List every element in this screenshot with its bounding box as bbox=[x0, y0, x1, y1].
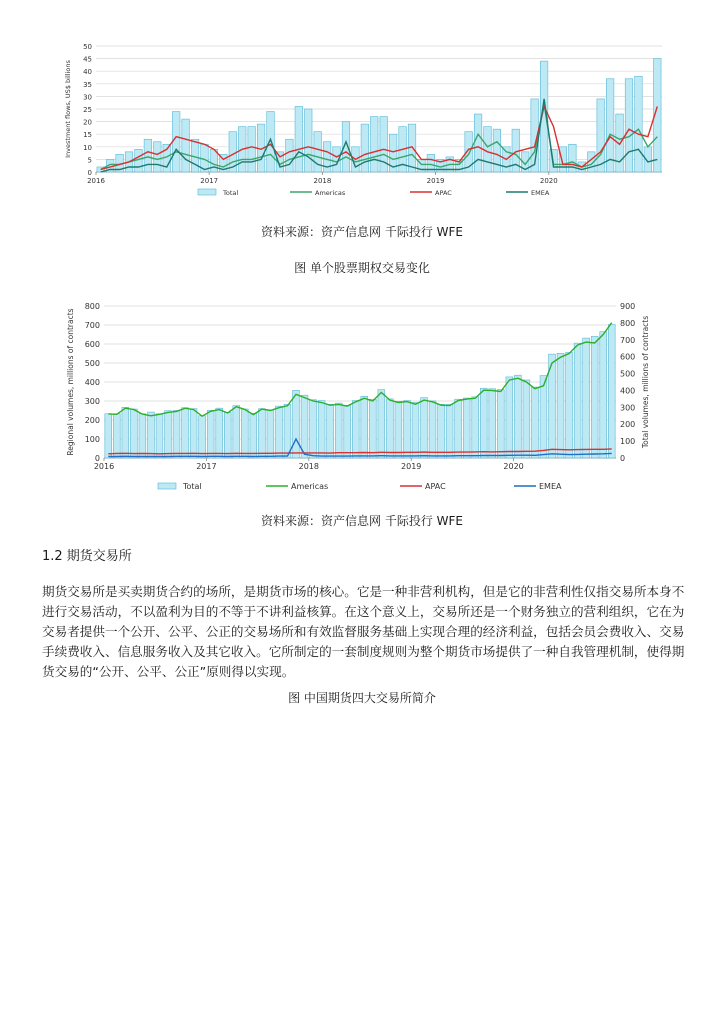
total-bar bbox=[267, 410, 274, 458]
total-bar bbox=[148, 412, 155, 458]
y-tick-label: 700 bbox=[84, 321, 100, 330]
y2-tick-label: 700 bbox=[620, 335, 636, 345]
y-axis-title: Investment flows, US$ billions bbox=[64, 60, 72, 158]
y2-tick-label: 0 bbox=[620, 454, 626, 463]
x-tick-label: 2020 bbox=[503, 462, 524, 471]
total-bar bbox=[395, 401, 402, 458]
total-bar bbox=[156, 414, 163, 458]
total-bar bbox=[557, 353, 564, 458]
legend-label: EMEA bbox=[539, 482, 562, 491]
total-bar bbox=[248, 127, 256, 172]
y-tick-label: 800 bbox=[84, 302, 100, 311]
total-bar bbox=[540, 376, 547, 458]
legend-label: APAC bbox=[435, 189, 452, 197]
total-bar bbox=[600, 332, 607, 458]
y2-tick-label: 300 bbox=[620, 403, 636, 413]
total-bar bbox=[276, 406, 283, 458]
y-tick-label: 200 bbox=[84, 416, 100, 425]
y-tick-label: 20 bbox=[83, 118, 92, 127]
y-tick-label: 0 bbox=[94, 454, 100, 463]
total-bar bbox=[327, 404, 334, 458]
total-bar bbox=[216, 408, 223, 458]
legend-label: EMEA bbox=[531, 189, 550, 197]
total-bar bbox=[606, 79, 614, 172]
total-bar bbox=[421, 398, 428, 458]
total-bar bbox=[139, 414, 146, 458]
total-bar bbox=[241, 409, 248, 458]
section-heading: 1.2 期货交易所 bbox=[42, 549, 132, 564]
investment-flows-chart bbox=[62, 40, 668, 202]
total-bar bbox=[295, 106, 303, 172]
legend-label: Total bbox=[223, 189, 239, 197]
chart2-source-note: 资料来源：资产信息网 千际投行 WFE bbox=[261, 514, 463, 528]
total-bar bbox=[625, 79, 633, 172]
total-bar bbox=[361, 396, 368, 458]
total-bar bbox=[304, 109, 312, 172]
total-bar bbox=[369, 399, 376, 458]
y2-tick-label: 800 bbox=[620, 318, 636, 328]
total-bar bbox=[199, 416, 206, 458]
total-bar bbox=[472, 397, 479, 458]
y-tick-label: 400 bbox=[84, 378, 100, 387]
x-tick-label: 2018 bbox=[298, 462, 319, 471]
total-bar bbox=[484, 127, 492, 172]
total-bar bbox=[250, 413, 257, 458]
figure-caption-exchanges: 图 中国期货四大交易所简介 bbox=[288, 691, 436, 705]
x-tick-label: 2017 bbox=[200, 177, 219, 185]
total-bar bbox=[122, 407, 129, 458]
total-bar bbox=[574, 343, 581, 458]
legend-swatch-total bbox=[198, 189, 216, 195]
y-tick-label: 300 bbox=[84, 397, 100, 406]
total-bar bbox=[173, 410, 180, 458]
total-bar bbox=[371, 117, 379, 172]
total-bar bbox=[130, 409, 137, 458]
y-tick-label: 600 bbox=[84, 340, 100, 349]
total-bar bbox=[172, 112, 180, 172]
x-tick-label: 2020 bbox=[539, 177, 558, 185]
y-tick-label: 500 bbox=[84, 359, 100, 368]
total-bar bbox=[532, 387, 539, 458]
legend-label: APAC bbox=[425, 482, 446, 491]
total-bar bbox=[378, 390, 385, 458]
y2-tick-label: 500 bbox=[620, 369, 636, 379]
y2-axis-title: Total volumes, millions of contracts bbox=[641, 315, 650, 449]
legend-swatch-total bbox=[158, 483, 176, 489]
total-bar bbox=[318, 401, 325, 458]
total-bar bbox=[404, 401, 411, 458]
y-axis-title: Regional volumes, millions of contracts bbox=[66, 308, 75, 456]
total-bar bbox=[335, 403, 342, 458]
total-bar bbox=[463, 398, 470, 458]
total-bar bbox=[635, 76, 643, 172]
total-bar bbox=[267, 112, 275, 172]
total-bar bbox=[559, 147, 567, 172]
total-bar bbox=[583, 338, 590, 458]
total-bar bbox=[352, 401, 359, 458]
total-bar bbox=[591, 336, 598, 458]
y2-tick-label: 400 bbox=[620, 386, 636, 396]
y-tick-label: 40 bbox=[83, 68, 92, 77]
x-tick-label: 2019 bbox=[426, 177, 445, 185]
total-bar bbox=[386, 399, 393, 458]
total-bar bbox=[608, 325, 615, 458]
total-bar bbox=[429, 401, 436, 458]
legend-label: Total bbox=[183, 482, 202, 491]
x-tick-label: 2017 bbox=[196, 462, 217, 471]
figure-caption-options: 图 单个股票期权交易变化 bbox=[294, 261, 430, 275]
total-bar bbox=[566, 352, 573, 458]
chart1-source-note: 资料来源：资产信息网 千际投行 WFE bbox=[261, 225, 463, 239]
total-bar bbox=[207, 410, 214, 458]
total-bar bbox=[182, 408, 189, 458]
total-bar bbox=[455, 399, 462, 458]
total-bar bbox=[361, 124, 369, 172]
total-bar bbox=[344, 405, 351, 458]
y-tick-label: 30 bbox=[83, 93, 92, 102]
total-bar bbox=[412, 403, 419, 458]
total-bar bbox=[446, 404, 453, 458]
total-bar bbox=[310, 400, 317, 458]
y2-tick-label: 100 bbox=[620, 437, 636, 447]
y-tick-label: 0 bbox=[87, 169, 92, 177]
y-tick-label: 15 bbox=[83, 131, 92, 140]
y-tick-label: 10 bbox=[83, 143, 92, 152]
y-tick-label: 45 bbox=[83, 55, 92, 64]
total-bar bbox=[224, 412, 231, 458]
total-bar bbox=[480, 388, 487, 458]
y-tick-label: 5 bbox=[87, 156, 92, 165]
y-tick-label: 50 bbox=[83, 43, 92, 51]
total-bar bbox=[497, 390, 504, 458]
total-bar bbox=[314, 132, 322, 172]
total-bar bbox=[597, 99, 605, 172]
legend-label: Americas bbox=[291, 482, 329, 491]
section-paragraph: 期货交易所是买卖期货合约的场所，是期货市场的核心。它是一种非营利机构，但是它的非营利性仅指交易所本身不进行交易活动，不以盈利为目的不等于不讲利益核算。在这个意义上，交易所还是一个财务独立的营利组织，它在为交易者提供一个公开、公平、公正的交易场所和有效监督服务基础上实现合理的经济利益，包括会员会费收入、交易手续费收入、信息服务收入及其它收入。它所制定的一套制度规则为整个期货市场提供了一种自我管理机制，使得期货交易的“公开、公平、公正”原则得以实现。 bbox=[42, 584, 685, 679]
total-bar bbox=[286, 139, 294, 172]
x-tick-label: 2018 bbox=[313, 177, 332, 185]
total-bar bbox=[190, 409, 197, 458]
total-bar bbox=[293, 390, 300, 458]
x-tick-label: 2016 bbox=[93, 462, 115, 471]
total-bar bbox=[489, 389, 496, 458]
total-bar bbox=[233, 406, 240, 458]
total-bar bbox=[514, 375, 521, 458]
y2-tick-label: 900 bbox=[620, 302, 636, 311]
total-bar bbox=[154, 142, 162, 172]
total-bar bbox=[165, 411, 172, 458]
y2-tick-label: 200 bbox=[620, 420, 636, 430]
x-tick-label: 2019 bbox=[401, 462, 422, 471]
y-tick-label: 35 bbox=[83, 80, 92, 89]
y-tick-label: 100 bbox=[84, 435, 100, 444]
x-tick-label: 2016 bbox=[87, 177, 105, 185]
total-bar bbox=[144, 139, 152, 172]
total-bar bbox=[182, 119, 190, 172]
total-bar bbox=[438, 404, 445, 458]
contract-volumes-chart bbox=[64, 296, 668, 496]
legend-label: Americas bbox=[315, 189, 346, 197]
y-tick-label: 25 bbox=[83, 106, 92, 114]
total-bar bbox=[105, 414, 112, 458]
y2-tick-label: 600 bbox=[620, 352, 636, 362]
total-bar bbox=[474, 114, 482, 172]
total-bar bbox=[113, 414, 120, 458]
total-bar bbox=[523, 380, 530, 458]
total-bar bbox=[258, 409, 265, 458]
total-bar bbox=[506, 377, 513, 458]
